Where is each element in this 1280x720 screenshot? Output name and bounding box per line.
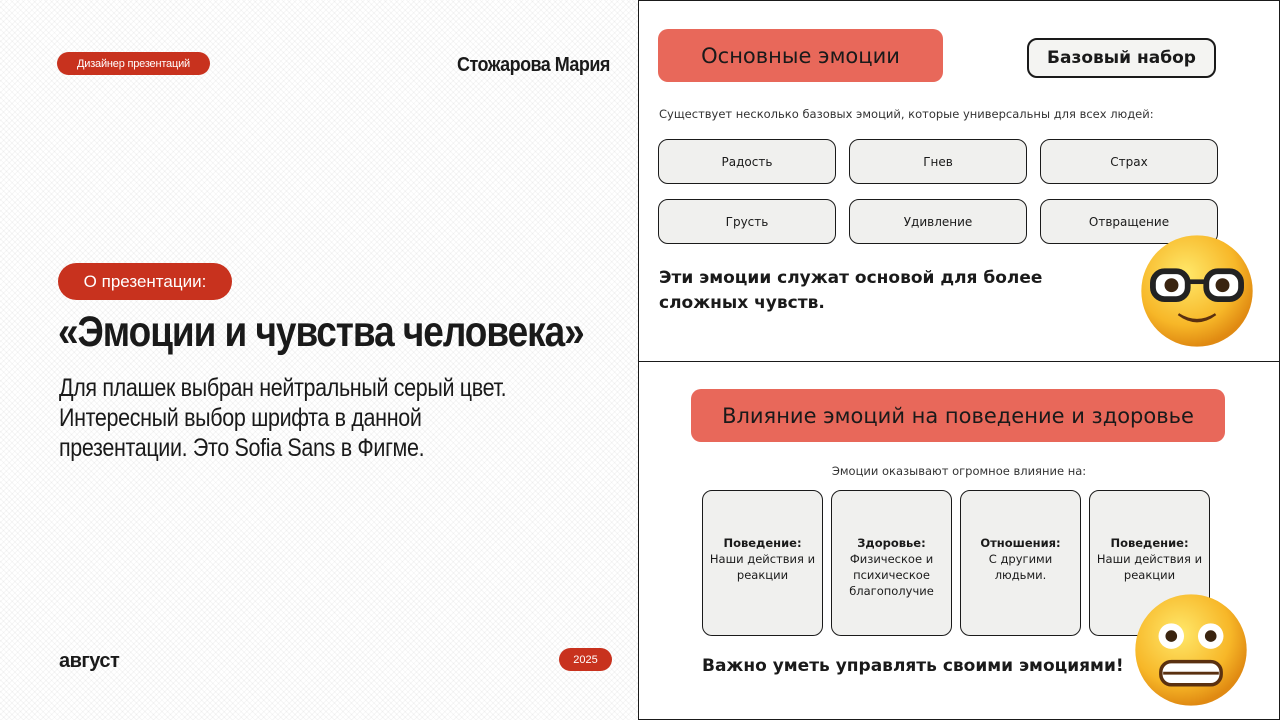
card-heading: Поведение:: [723, 536, 802, 550]
year-badge: 2025: [559, 648, 612, 671]
influence-card: [831, 490, 952, 636]
emotions-grid: [658, 139, 1218, 244]
presentation-title: «Эмоции и чувства человека»: [58, 308, 584, 356]
influence-card: [702, 490, 823, 636]
emotion-chip: Страх: [1040, 139, 1218, 184]
slide2-title: Влияние эмоций на поведение и здоровье: [691, 389, 1225, 442]
designer-badge: Дизайнер презентаций: [57, 52, 210, 75]
emotion-chip: Гнев: [849, 139, 1027, 184]
slide1-subtitle: Существует несколько базовых эмоций, которые универсальны для всех людей:: [659, 107, 1154, 121]
nerd-face-icon: [1139, 233, 1255, 349]
emotion-chip: Отвращение: [1040, 199, 1218, 244]
author-name: Стожарова Мария: [457, 54, 610, 76]
slide1-conclusion: Эти эмоции служат основой для более сложных чувств.: [659, 268, 1043, 313]
slide-basic-emotions: [638, 0, 1280, 362]
about-badge: О презентации:: [58, 263, 232, 300]
card-text: Наши действия и реакции: [709, 552, 816, 582]
card-text: С другими людьми.: [988, 552, 1053, 582]
influence-card: [960, 490, 1081, 636]
grimacing-face-icon: [1133, 592, 1249, 708]
card-heading: Здоровье:: [857, 536, 926, 550]
card-text: Наши действия и реакции: [1096, 552, 1203, 582]
emotion-chip: Грусть: [658, 199, 836, 244]
card-heading: Отношения:: [980, 536, 1061, 550]
slide-emotions-influence: [638, 361, 1280, 720]
month-label: август: [59, 650, 120, 672]
emotion-chip: Удивление: [849, 199, 1027, 244]
card-heading: Поведение:: [1110, 536, 1189, 550]
slide2-conclusion: Важно уметь управлять своими эмоциями!: [702, 656, 1124, 676]
basic-set-badge: Базовый набор: [1027, 38, 1216, 78]
slide2-subtitle: Эмоции оказывают огромное влияние на:: [831, 464, 1087, 478]
card-text: Физическое и психическое благополучие: [849, 552, 934, 598]
emotion-chip: Радость: [658, 139, 836, 184]
presentation-description: Для плашек выбран нейтральный серый цвет. Интересный выбор шрифта в данной презентации. Это Sofia Sans в Фигме.: [59, 374, 507, 462]
slide1-title: Основные эмоции: [658, 29, 943, 82]
